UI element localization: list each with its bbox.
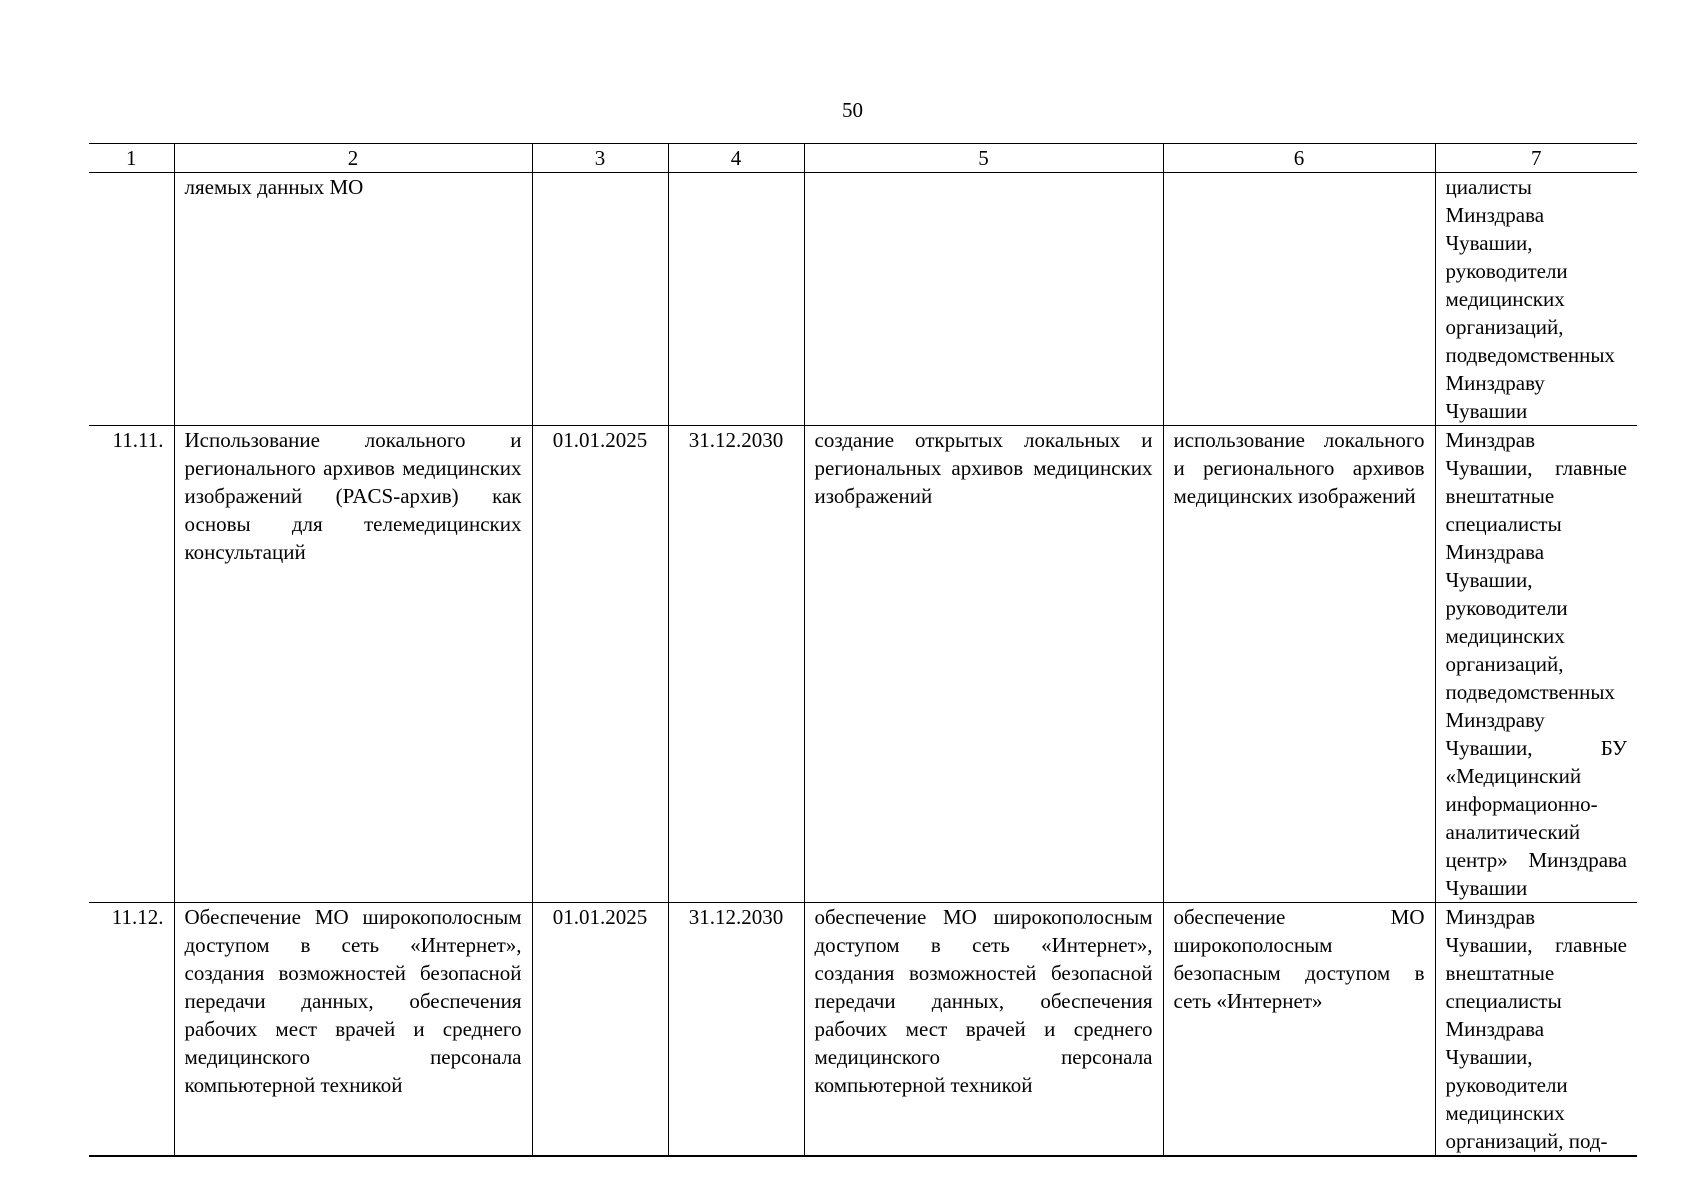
table-row — [89, 426, 1637, 903]
indicator — [1163, 173, 1435, 426]
column-header: 5 — [804, 144, 1163, 173]
indicator: использование локального и регионального архивов медицинских изображений — [1163, 426, 1435, 903]
responsible: Минздрав Чувашии, главные внештатные специалисты Минздрава Чувашии, руководители медицинских организаций, под- — [1435, 903, 1637, 1157]
expected-result: создание открытых локальных и региональных архивов медицинских изображений — [804, 426, 1163, 903]
expected-result — [804, 173, 1163, 426]
responsible: циалисты Минздрава Чувашии, руководители медицинских организаций, подведомственных Минздраву Чувашии — [1435, 173, 1637, 426]
measure-name: ляемых данных МО — [174, 173, 532, 426]
measures-table — [89, 143, 1637, 1157]
row-number — [89, 173, 174, 426]
start-date — [532, 173, 668, 426]
end-date: 31.12.2030 — [668, 426, 804, 903]
column-header: 6 — [1163, 144, 1435, 173]
end-date — [668, 173, 804, 426]
start-date: 01.01.2025 — [532, 903, 668, 1157]
column-header: 4 — [668, 144, 804, 173]
column-header: 2 — [174, 144, 532, 173]
table-row — [89, 903, 1637, 1157]
responsible: Минздрав Чувашии, главные внештатные специалисты Минздрава Чувашии, руководители медицинских организаций, подведомственных Минздраву Чувашии, БУ «Медицинский информационно-аналитический центр» Минздрава Чувашии — [1435, 426, 1637, 903]
expected-result: обеспечение МО широкополосным доступом в сеть «Интернет», создания возможностей безопасной передачи данных, обеспечения рабочих мест врачей и среднего медицинского персонала компьютерной техникой — [804, 903, 1163, 1157]
page-number: 50 — [842, 98, 863, 122]
column-header: 7 — [1435, 144, 1637, 173]
column-header: 3 — [532, 144, 668, 173]
end-date: 31.12.2030 — [668, 903, 804, 1157]
column-number-row — [89, 144, 1637, 173]
indicator: обеспечение МО широкополосным безопасным доступом в сеть «Интернет» — [1163, 903, 1435, 1157]
row-number: 11.12. — [89, 903, 174, 1157]
column-header: 1 — [89, 144, 174, 173]
row-number: 11.11. — [89, 426, 174, 903]
table-row — [89, 173, 1637, 426]
measure-name: Обеспечение МО широкополосным доступом в сеть «Интернет», создания возможностей безопасной передачи данных, обеспечения рабочих мест врачей и среднего медицинского персонала компьютерной техникой — [174, 903, 532, 1157]
measure-name: Использование локального и регионального архивов медицинских изображений (PACS-архив) как основы для телемедицинских консультаций — [174, 426, 532, 903]
start-date: 01.01.2025 — [532, 426, 668, 903]
